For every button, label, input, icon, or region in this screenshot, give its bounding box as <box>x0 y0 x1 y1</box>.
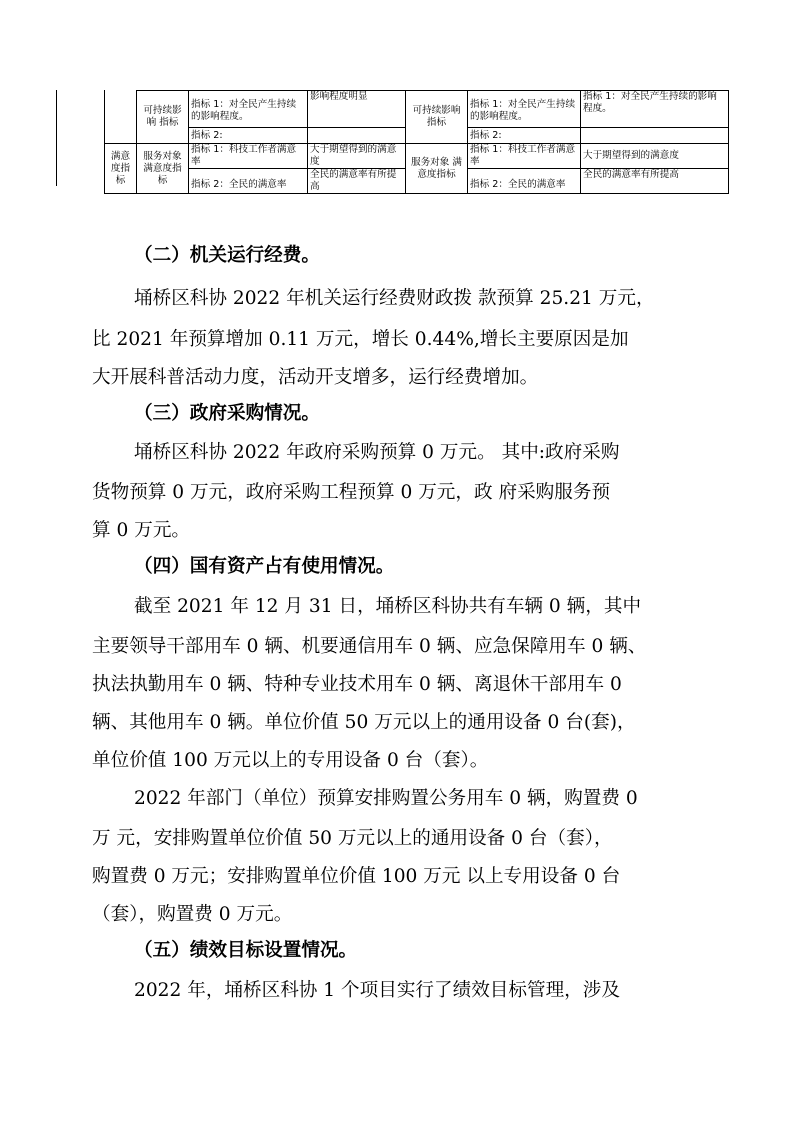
paragraph-line: 货物预算 0 万元，政府采购工程预算 0 万元，政 府采购服务预 <box>92 482 611 503</box>
paragraph-line: 大开展科普活动力度，活动开支增多，运行经费增加。 <box>92 367 539 388</box>
sustain-indicator-2-a: 指标 2: <box>189 128 308 144</box>
satisfaction-indicator-2-b: 指标 2：全民的满意率 <box>468 169 581 194</box>
performance-indicator-table <box>104 90 729 194</box>
sustain-label-b: 可持续影响指标 <box>406 91 468 144</box>
satisfaction-indicator-1-a: 指标 1：科技工作者满意率 <box>189 144 308 169</box>
paragraph-line: 单位价值 100 万元以上的专用设备 0 台（套）。 <box>92 750 489 771</box>
satisfaction-value-1-a: 大于期望得到的满意度 <box>308 144 406 169</box>
paragraph-line: 主要领导干部用车 0 辆、机要通信用车 0 辆、应急保障用车 0 辆、 <box>92 636 647 657</box>
satisfaction-indicator-1-b: 指标 1：科技工作者满意率 <box>468 144 581 169</box>
satisfaction-value-2-b: 全民的满意率有所提高 <box>581 169 729 194</box>
paragraph-line: 埇桥区科协 2022 年机关运行经费财政拨 款预算 25.21 万元， <box>134 288 655 309</box>
section-heading-operating-costs: （二）机关运行经费。 <box>134 245 320 266</box>
satisfaction-category: 满意度指标 <box>105 144 137 194</box>
paragraph-line: 埇桥区科协 2022 年政府采购预算 0 万元。 其中:政府采购 <box>134 442 620 463</box>
sustain-indicator-1-b: 指标 1：对全民产生持续的影响程度。 <box>468 91 581 128</box>
sustain-label-a: 可持续影响 指标 <box>137 91 189 144</box>
table-cell-empty <box>105 128 137 144</box>
paragraph-line: 截至 2021 年 12 月 31 日，埇桥区科协共有车辆 0 辆，其中 <box>134 596 642 617</box>
table-cell-empty <box>105 91 137 128</box>
sustain-value-2-b <box>581 128 729 144</box>
sustain-indicator-1-a: 指标 1：对全民产生持续的影响程度。 <box>189 91 308 128</box>
satisfaction-value-2-a: 全民的满意率有所提高 <box>308 169 406 194</box>
satisfaction-label-a: 服务对象满意度指标 <box>137 144 189 194</box>
section-heading-procurement: （三）政府采购情况。 <box>134 403 320 424</box>
satisfaction-value-1-b: 大于期望得到的满意度 <box>581 144 729 169</box>
section-heading-assets: （四）国有资产占有使用情况。 <box>134 556 395 577</box>
section-heading-performance-goals: （五）绩效目标设置情况。 <box>134 940 358 961</box>
paragraph-line: （套），购置费 0 万元。 <box>92 904 293 925</box>
paragraph-line: 万 元，安排购置单位价值 50 万元以上的通用设备 0 台（套）， <box>92 828 613 849</box>
table-left-border <box>56 90 57 186</box>
sustain-value-2-a <box>308 128 406 144</box>
paragraph-line: 辆、其他用车 0 辆。单位价值 50 万元以上的通用设备 0 台(套)， <box>92 712 636 733</box>
satisfaction-label-b: 服务对象 满意度指标 <box>406 144 468 194</box>
paragraph-line: 算 0 万元。 <box>92 520 191 541</box>
sustain-indicator-2-b: 指标 2: <box>468 128 581 144</box>
paragraph-line: 比 2021 年预算增加 0.11 万元，增长 0.44%,增长主要原因是加 <box>92 329 629 350</box>
sustain-value-b: 指标 1：对全民产生持续的影响程度。 <box>581 91 729 128</box>
paragraph-line: 购置费 0 万元；安排购置单位价值 100 万元 以上专用设备 0 台 <box>92 866 621 887</box>
sustain-value-a: 影响程度明显 <box>308 91 406 128</box>
paragraph-line: 2022 年，埇桥区科协 1 个项目实行了绩效目标管理，涉及 <box>134 980 620 1001</box>
paragraph-line: 执法执勤用车 0 辆、特种专业技术用车 0 辆、离退休干部用车 0 <box>92 674 622 695</box>
paragraph-line: 2022 年部门（单位）预算安排购置公务用车 0 辆，购置费 0 <box>134 788 638 809</box>
satisfaction-indicator-2-a: 指标 2：全民的满意率 <box>189 169 308 194</box>
